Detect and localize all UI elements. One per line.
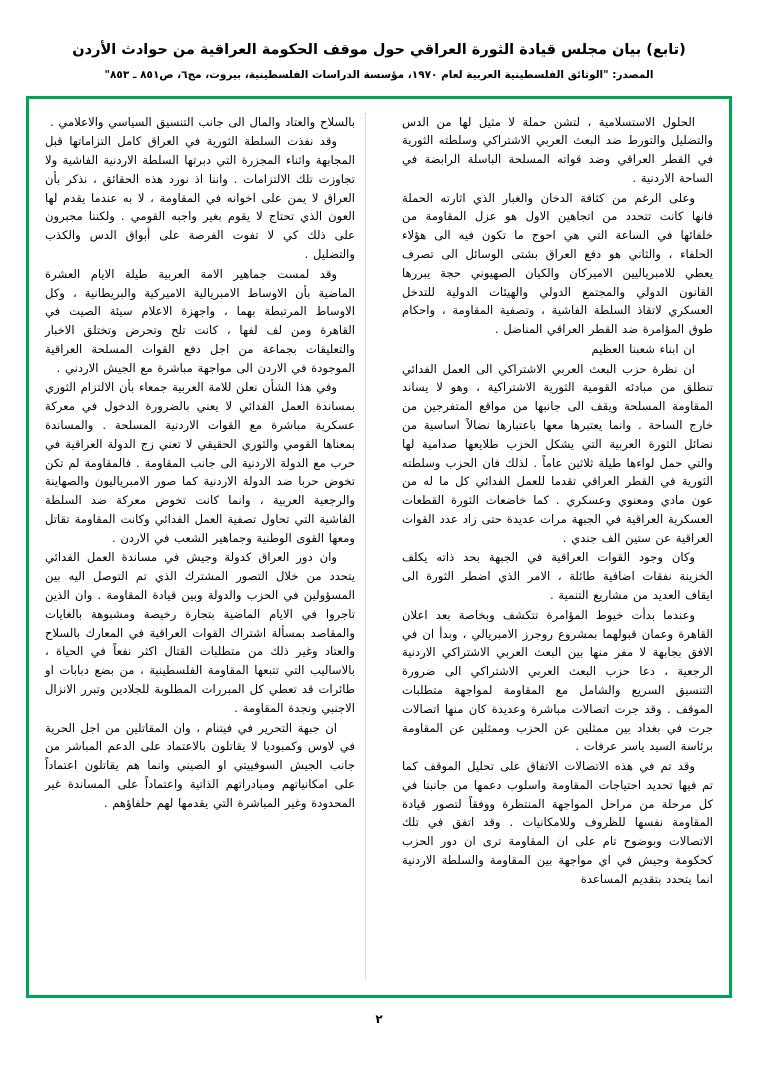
paragraph: وقد نفذت السلطة الثورية في العراق كامل التزاماتها قبل المجابهة واثناء المجزرة التي دبرتها السلطة الاردنية الفاشية ولا تجاوزت تلك الالتزامات . واننا اذ نورد هذه الحقائق ، نذكر بأن العراق لا يمن على اخوانه في المقاومة ، لا به عندما يقدم لها العون الذي تحتاج لا يقوم بغير واجبه القومي . ولكننا مجبرون على ذلك كي لا تفوت الفرصة على أبواق الدس والكذب والتضليل . bbox=[45, 134, 356, 261]
paragraph: الحلول الاستسلامية ، لتشن حملة لا مثيل لها من الدس والتضليل والتورط ضد البعث العربي الاشتراكي وسلطته الثورية في القطر العراقي وضد قواته المسلحة الباسلة الرابضة في الساحة الاردنية . bbox=[402, 114, 713, 185]
column-left bbox=[45, 113, 366, 979]
document-source: المصدر: "الوثائق الفلسطينية العربية لعام ١٩٧٠، مؤسسة الدراسات الفلسطينية، بيروت، مج٦، ص٨٥١ ـ ٨٥٣" bbox=[104, 68, 654, 81]
paragraph: ان ابناء شعبنا العظيم bbox=[591, 341, 695, 356]
paragraph: وقد لمست جماهير الامة العربية طيلة الايام العشرة الماضية بأن الاوساط الامبريالية الاميركية والبريطانية ، وكل الاوساط المرتبطة بهما ، واجهزة الاعلام سيئة الصيت في القاهرة ومن لف لفها ، كانت تلح وتحرض وتختلق الاخبار والتعليقات بجماعة من اجل دفع القوات المسلحة العراقية الموجودة في الاردن الى مواجهة مباشرة مع الجيش الاردني . bbox=[45, 266, 356, 375]
page-title: (تابع) بيان مجلس قيادة الثورة العراقي حول موقف الحكومة العراقية من حوادث الأردن bbox=[72, 42, 686, 58]
paragraph: وقد تم في هذه الاتصالات الاتفاق على تحليل الموقف كما تم فيها تحديد احتياجات المقاومة واسلوب دعمها من جانبنا في كل مرحلة من مراحل المواجهة المنتظرة ووفقاً لتصور قيادة المقاومة نفسها للظروف وللامكانيات . وقد اتفق في تلك الاتصالات وبوضوح تام على ان المقاومة ترى ان دور الحزب كحكومة وجيش في اي مواجهة بين المقاومة والسلطة الاردنية انما يتحدد بتقديم المساعدة bbox=[402, 759, 713, 886]
paragraph: بالسلاح والعتاد والمال الى جانب التنسيق السياسي والاعلامي . bbox=[50, 114, 356, 129]
paragraph: وعلى الرغم من كثافة الدخان والغبار الذي اثارته الحملة فانها كانت تتحدد من اتجاهين الاول هو عزل المقاومة من خلفائها في الساعة التي هي احوج ما تكون فيه الى هؤلاء الحلفاء ، والثاني هو دفع العراق بشتى الوسائل الى تصرف يعطي للامبرياليين الاميركان والكيان الصهيوني حجة يبررها القانون الدولي والمجتمع الدولي والهيئات الدولية للتدخل العسكري لاتقاذ السلطة الفاشية ، وتصفية المقاومة ، واحكام طوق المؤامرة ضد القطر العراقي المناضل . bbox=[402, 190, 713, 337]
paragraph: وكان وجود القوات العراقية في الجبهة بحد ذاته يكلف الخزينة نفقات اضافية طائلة ، الامر الذي اضطر الثورة الى ايقاف العديد من مشاريع التنمية . bbox=[402, 550, 713, 603]
content-frame bbox=[26, 96, 732, 998]
paragraph: وعندما بدأت خيوط المؤامرة تتكشف وبخاصة بعد اعلان القاهرة وعمان قبولهما بمشروع روجرز الامبريالي ، وبدأ ان في الافق بجابهة لا مفر منها بين البعث العربي الاشتراكي الاردنية الرجعية ، دعا حزب البعث العربي الاشتراكي الى ضرورة التنسيق السريع والشامل مع المقاومة لمواجهة متطلبات الموقف . وقد جرت اتصالات مباشرة وعديدة كان منها اتصالات جرت في بغداد بين ممثلين عن الحزب وممثلين عن المقاومة برئاسة السيد ياسر عرفات . bbox=[402, 607, 713, 754]
page-number: ٢ bbox=[375, 1011, 383, 1026]
paragraph: ان نظرة حزب البعث العربي الاشتراكي الى العمل الفدائي تنطلق من مبادئه القومية الثورية الاشتراكية ، وهو لا يساند المقاومة المسلحة ويقف الى جانبها من مواقع المتفرجين من خارج الساحة . وانما يعتبرها معها باعتبارها نضالاً اساسية من نضائل الثورة العربية التي يشكل الحزب طلايعها صدامية لها والتي حمل لواءها طيلة ثلاثين عاماً . لذلك فان الحزب وسلطته الثورية في القطر العراقي تقدما للعمل الفدائي كل ما له من عون مادي ومعنوي وعسكري . كما خاضعات الثورة القطعات العسكرية العراقية في الجبهة مرات عديدة حتى زاد عدد القوات العراقية عن ستين الف جندي . bbox=[402, 361, 713, 545]
paragraph: ان جبهة التحرير في فيتنام ، وان المقاتلين من اجل الحرية في لاوس وكمبوديا لا يقاتلون بالاعتماد على الدعم المباشر من جانب الجيش السوفييتي او الصيني وانما هم يقاتلون اعتماداً على امكانياتهم ومبادراتهم الذاتية واعتماداً على المساندة غير المحدودة وغير المباشرة التي يقدمها لهم حلفاؤهم . bbox=[45, 720, 356, 810]
paragraph: وان دور العراق كدولة وجيش في مساندة العمل الفدائي يتحدد من خلال التصور المشترك الذي تم التوصل اليه بين المسؤولين في الحزب والدولة وبين قيادة المقاومة . وان الذين تاجروا في الايام الماضية بتجارة رخيصة ومشبوهة بالغايات والمقاصد بمسألة اشتراك القوات العراقية في المعارك بالسلاح والعتاد وغير ذلك من متطلبات القتال اكثر نفعاً في الحياة ، بالاساليب التي تتبعها المقاومة الفلسطينية ، من بضع دبابات او طائرات قد تعطي كل المبررات المطلوبة للجلادين وتبرر الانزال الاجنبي ونجدة المقاومة . bbox=[45, 550, 356, 715]
paragraph: وفي هذا الشأن نعلن للامة العربية جمعاء بأن الالتزام الثوري بمساندة العمل الفدائي لا يعني بالضرورة الدخول في معركة عسكرية مباشرة مع القوات الاردنية المسلحة . والمساندة بمعناها القومي والثوري الحقيقي لا تعني زج الدولة العراقية في حرب مع الدولة الاردنية الى جانب المقاومة . فالمقاومة لم تكن تخوض حربا ضد الدولة الاردنية كما صور الامبرياليون والصهاينة والرجعية العربية ، وانما كانت تخوض معركة ضد السلطة الفاشية التي تحاول تصفية العمل الفدائي وكانت المقاومة تقاتل ومعها القوى الوطنية وجماهير الشعب في الاردن . bbox=[45, 380, 356, 545]
column-right bbox=[392, 113, 713, 979]
text-columns bbox=[45, 113, 713, 979]
